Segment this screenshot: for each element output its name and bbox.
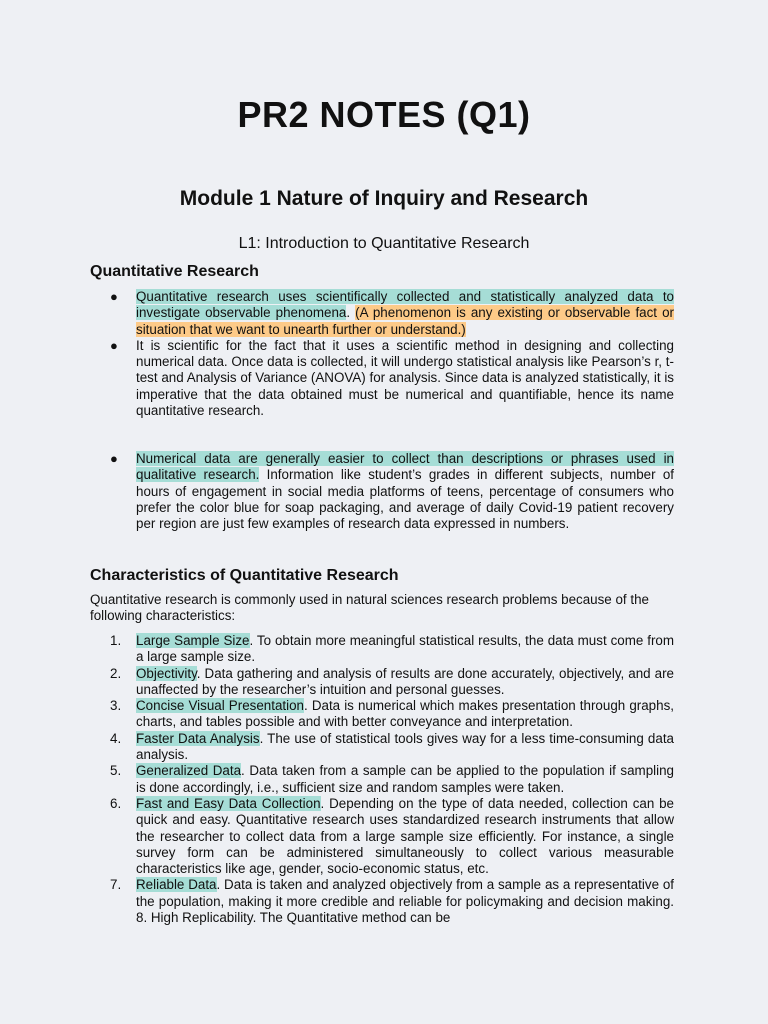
characteristic-description: . The use of statistical tools gives way for a less time-consuming data analysis. bbox=[136, 730, 674, 763]
characteristic-description: . Data is numerical which makes presentation through graphs, charts, and tables possible and with better conveyance and interpretation. bbox=[136, 698, 674, 730]
list-item bbox=[90, 289, 674, 338]
characteristic-term: Faster Data Analysis bbox=[136, 730, 260, 746]
section-heading-characteristics: Characteristics of Quantitative Research bbox=[90, 567, 399, 584]
characteristic-description: . Depending on the type of data needed, collection can be quick and easy. Quantitative research uses standardized research instruments that allow the researcher to collect data from a large sample size efficiently. For instance, a single survey form can be administered simultaneously to collect various measurable characteristics like age, gender, socio-economic status, etc. bbox=[136, 795, 674, 877]
list-item bbox=[90, 633, 674, 666]
highlighted-text: Quantitative research uses scientifically collected and statistically analyzed data to investigate observable phenomena bbox=[136, 289, 674, 321]
highlighted-note: (A phenomenon is any existing or observable fact or situation that we want to unearth further or understand.) bbox=[136, 305, 674, 337]
characteristic-term: Objectivity bbox=[136, 665, 197, 681]
characteristics-intro: Quantitative research is commonly used in natural sciences research problems because of the following characteristics: bbox=[90, 592, 649, 624]
characteristic-term: Concise Visual Presentation bbox=[136, 698, 304, 714]
bullet-list-2 bbox=[90, 451, 674, 532]
characteristic-description: . To obtain more meaningful statistical results, the data must come from a large sample size. bbox=[136, 633, 675, 665]
item-number: 6. bbox=[110, 795, 122, 811]
item-number: 3. bbox=[110, 698, 122, 714]
item-number: 7. bbox=[110, 877, 122, 893]
list-item bbox=[90, 451, 674, 532]
characteristic-description: . Data taken from a sample can be applied to the population if sampling is done accordingly, i.e., sufficient size and random samples were taken. bbox=[136, 763, 674, 795]
plain-text: It is scientific for the fact that it uses a scientific method in designing and collecting numerical data. Once data is collected, it will undergo statistical analysis like Pearson’s r, t-test and Analysis of Variance (ANOVA) for analysis. Since data is analyzed statistically, it is imperative that the data obtained must be numerical and quantifiable, hence its name quantitative research. bbox=[136, 337, 674, 419]
bullet-list-1 bbox=[90, 289, 674, 419]
bullet-icon: ● bbox=[110, 289, 118, 304]
plain-text: . bbox=[346, 305, 356, 321]
module-title: Module 1 Nature of Inquiry and Research bbox=[179, 187, 589, 210]
item-number: 4. bbox=[110, 730, 122, 746]
list-item bbox=[90, 338, 674, 419]
characteristic-term: Generalized Data bbox=[136, 763, 242, 779]
list-item bbox=[90, 698, 674, 731]
characteristic-term: Fast and Easy Data Collection bbox=[136, 795, 321, 811]
list-item bbox=[90, 877, 674, 926]
characteristics-list bbox=[90, 633, 674, 926]
characteristic-description: . Data is taken and analyzed objectively from a sample as a representative of the population, making it more credible and reliable for policymaking and decision making. 8. High Replicability. The Quantitative method can be bbox=[136, 877, 675, 926]
list-item bbox=[90, 731, 674, 764]
characteristic-term: Large Sample Size bbox=[136, 633, 250, 648]
bullet-icon: ● bbox=[110, 451, 118, 466]
list-item bbox=[90, 763, 674, 796]
characteristic-description: . Data gathering and analysis of results are done accurately, objectively, and are unaffected by the researcher’s intuition and personal guesses. bbox=[136, 665, 674, 697]
item-number: 1. bbox=[110, 633, 122, 648]
item-number: 2. bbox=[110, 665, 122, 681]
list-item bbox=[90, 796, 674, 877]
highlighted-text: Numerical data are generally easier to collect than descriptions or phrases used in qualitative research. bbox=[136, 451, 674, 483]
section-heading-quantitative-research: Quantitative Research bbox=[90, 263, 259, 280]
item-number: 5. bbox=[110, 763, 122, 779]
list-item bbox=[90, 666, 674, 699]
plain-text: Information like student’s grades in different subjects, number of hours of engagement in social media platforms of teens, percentage of consumers who prefer the color blue for soap packaging, and average of daily Covid-19 patient recovery per region are just few examples of research data expressed in numbers. bbox=[136, 467, 674, 532]
document-title: PR2 NOTES (Q1) bbox=[237, 94, 531, 135]
lesson-title: L1: Introduction to Quantitative Research bbox=[238, 235, 530, 252]
characteristic-term: Reliable Data bbox=[136, 877, 217, 893]
bullet-icon: ● bbox=[110, 337, 118, 353]
